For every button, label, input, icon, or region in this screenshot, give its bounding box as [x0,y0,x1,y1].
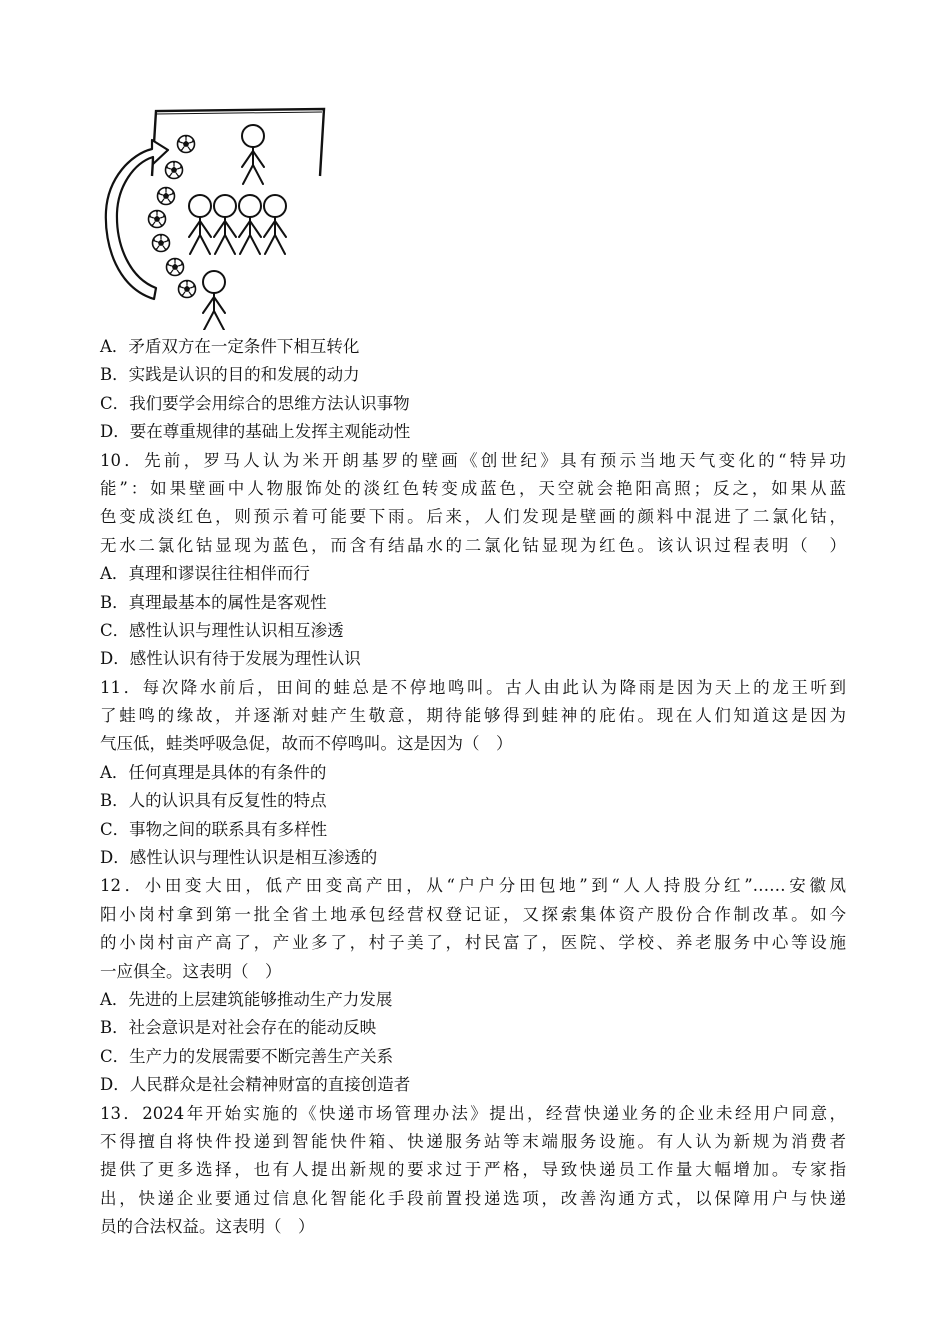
q10-option-c: C．感性认识与理性认识相互渗透 [100,620,344,640]
q13-stem-line: 提供了更多选择，也有人提出新规的要求过于严格，导致快递员工作量大幅增加。专家指 [100,1160,846,1180]
q11-option-c: C．事物之间的联系具有多样性 [100,819,328,839]
q9-option-d: D．要在尊重规律的基础上发挥主观能动性 [100,422,411,442]
q12-option-c: C．生产力的发展需要不断完善生产关系 [100,1046,394,1066]
defender-figure [264,195,286,254]
kicker-figure [203,271,225,330]
q12-stem-line: 的小岗村亩产高了，产业多了，村子美了，村民富了，医院、学校、养老服务中心等设施 [100,933,846,953]
ball-icon [167,259,184,276]
q10-stem-line: 无水二氯化钴显现为蓝色，而含有结晶水的二氯化钴显现为红色。该认识过程表明（ ） [100,535,846,555]
q9-option-c: C．我们要学会用综合的思维方法认识事物 [100,393,410,413]
q13-stem-line: 不得擅自将快件投递到智能快件箱、快递服务站等末端服务设施。有人认为新规为消费者 [100,1131,846,1151]
ball-icon [179,281,196,298]
q12-option-b: B．社会意识是对社会存在的能动反映 [100,1018,377,1038]
q11-option-d: D．感性认识与理性认识是相互渗透的 [100,848,378,868]
q9-option-a: A．矛盾双方在一定条件下相互转化 [100,337,360,356]
q12-option-d: D．人民群众是社会精神财富的直接创造者 [100,1075,411,1095]
q11-stem-line: 11．每次降水前后，田间的蛙总是不停地鸣叫。古人由此认为降雨是因为天上的龙王听到 [100,677,846,697]
question-text [100,333,846,1242]
q13-stem-line: 13．2024年开始实施的《快递市场管理办法》提出，经营快递业务的企业未经用户同意， [100,1103,846,1123]
q10-stem-line: 10．先前，罗马人认为米开朗基罗的壁画《创世纪》具有预示当地天气变化的“特异功 [100,450,846,470]
q10-option-d: D．感性认识有待于发展为理性认识 [100,649,361,669]
defender-figure [189,195,211,254]
q12-stem-line: 阳小岗村拿到第一批全省土地承包经营权登记证，又探索集体资产股份合作制改革。如今 [100,904,846,924]
q12-stem-line: 12．小田变大田，低产田变高产田，从“户户分田包地”到“人人持股分红”……安徽凤 [100,876,846,896]
defender-figure [239,195,261,254]
soccer-illustration [96,106,346,330]
ball-icon [149,211,166,228]
q10-stem-line: 能”：如果壁画中人物服饰处的淡红色转变成蓝色，天空就会艳阳高照；反之，如果从蓝 [100,478,846,498]
q9-option-b: B．实践是认识的目的和发展的动力 [100,365,360,385]
defender-figure [214,195,236,254]
ball-icon [166,162,183,179]
ball-icon [178,136,195,153]
q13-stem-line: 出，快递企业要通过信息化智能化手段前置投递选项，改善沟通方式，以保障用户与快递 [100,1188,846,1208]
q12-option-a: A．先进的上层建筑能够推动生产力发展 [100,989,393,1009]
q10-stem-line: 色变成淡红色，则预示着可能要下雨。后来，人们发现是壁画的颜料中混进了二氯化钴， [100,507,846,527]
q12-stem-line: 一应俱全。这表明（ ） [100,961,282,981]
q11-stem-line: 气压低，蛙类呼吸急促，故而不停鸣叫。这是因为（ ） [100,734,513,754]
q10-option-b: B．真理最基本的属性是客观性 [100,592,327,612]
q13-stem-line: 员的合法权益。这表明（ ） [100,1217,315,1237]
ball-icon [158,188,175,205]
q10-option-a: A．真理和谬误往往相伴而行 [100,564,310,584]
ball-icon [153,235,170,252]
goalkeeper-figure [242,125,264,184]
q11-option-a: A．任何真理是具体的有条件的 [100,762,327,782]
q11-option-b: B．人的认识具有反复性的特点 [100,791,327,811]
q11-stem-line: 了蛙鸣的缘故，并逐渐对蛙产生敬意，期待能够得到蛙神的庇佑。现在人们知道这是因为 [100,706,846,726]
